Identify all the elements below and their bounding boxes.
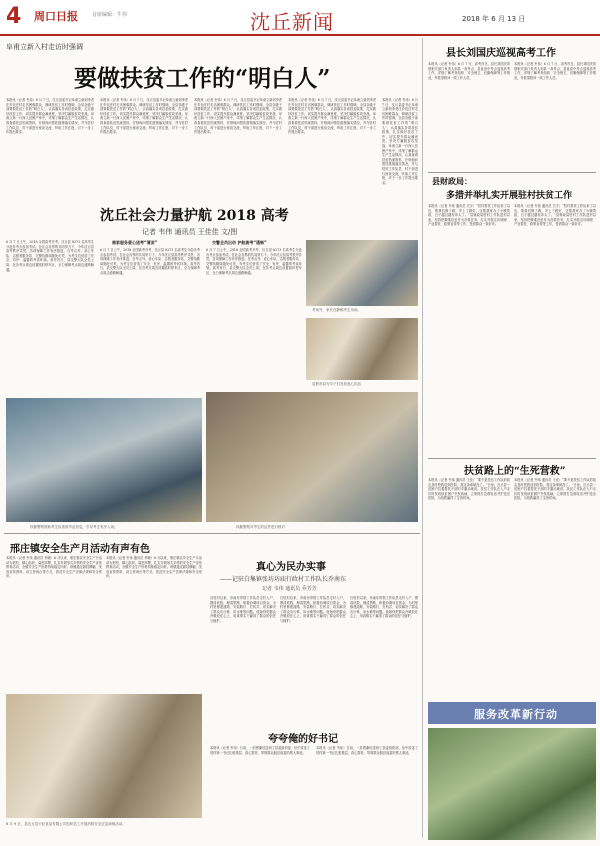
safety-headline: 邢庄镇安全生产月活动有声有色	[10, 544, 150, 555]
photo-police-checking	[6, 398, 202, 522]
lead-kicker: 阜甫立新入村走访时强调	[6, 43, 83, 51]
lead-headline: 要做扶贫工作的“明白人”	[74, 65, 331, 92]
official-body-col3: 自驻村以来，乔南东带领工作队员走村入户，摸清底数，理清思路，积极协调项目资金，为村里修建道路、安装路灯、打机井，切实解决了群众出行难、用水难等问题。他始终把群众冷暖放在心上，用真情实干赢得了群众的信任与拥护。	[350, 596, 418, 619]
service-reform-banner	[428, 702, 596, 724]
secretary-headline: 夸夸俺的好书记	[268, 734, 338, 745]
official-subtitle: ——记驻白集镇张坊坊庙行政村工作队长乔南东	[220, 576, 347, 583]
right-divider-2	[428, 458, 596, 459]
banner-title: 服务改革新行动	[474, 708, 558, 721]
lead-body-col3: 本报讯（记者 韦伟）6 月 7 日，沈丘县委书记阜甫立新到李老庄乡包庄村走访困难群众，调研扶贫工作时强调，全县各级干部要做扶贫工作的“明白人”，认真落实各项扶贫政策，扎实做好扶贫工作，切实提升群众满意度，坚决打赢脱贫攻坚战。阜甫立新一行深入贫困户家中，详细了解群众生产生活情况，认真查看扶贫档案资料，仔细询问帮扶措施落实情况，并与驻村工作队员、村干部进行座谈交流，听取工作汇报，对下一步工作提出要求。	[194, 98, 282, 135]
photo-parents-waiting	[306, 240, 418, 306]
right-divider-1	[428, 172, 596, 173]
feature-headline: 沈丘社会力量护航 2018 高考	[100, 208, 289, 224]
lead-body-col4: 本报讯（记者 韦伟）6 月 7 日，沈丘县委书记阜甫立新到李老庄乡包庄村走访困难群众，调研扶贫工作时强调，全县各级干部要做扶贫工作的“明白人”，认真落实各项扶贫政策，扎实做好扶贫工作，切实提升群众满意度，坚决打赢脱贫攻坚战。阜甫立新一行深入贫困户家中，详细了解群众生产生活情况，认真查看扶贫档案资料，仔细询问帮扶措施落实情况，并与驻村工作队员、村干部进行座谈交流，听取工作汇报，对下一步工作提出要求。	[288, 98, 376, 135]
photo-field	[428, 728, 596, 840]
finance-kicker: 县财政局：	[432, 176, 472, 186]
finance-body-col1: 本报讯（记者 韦伟 通讯员 关宇）“驻村帮扶工作队来了以后，帮我们修了路，安上了路灯，还帮我家办了小额贷款，日子越过越有奔头了。”县财政局驻村工作队进村以来，坚持把精准扶贫作为首要任务，扎实开展走访调研、产业帮扶、政策宣传等工作，受到群众一致好评。	[428, 204, 510, 227]
rescue-body-col2: 本报讯（记者 韦伟 通讯员 王佳）“要不是扶贫工作队的同志及时把我送到医院，我这条命就没了。”日前，沈丘县一贫困户拉着帮扶干部的手激动地说。扶贫工作队在入户走访时发现该贫困户突发疾病，立即拨打急救电话并护送至医院，为抢救赢得了宝贵时间。	[514, 478, 596, 501]
feature-body-col1: 6 月 7 日上午，2018 全国高考开考，沈丘县 8273 名高考生分赴各考点参加考试。在社会各界的共同努力下，今年沈丘县高考秩序井然，各项保障工作有序推进。在考点外，爱心车队、志愿者服务站、交警执勤岗随处可见，为考生们营造了安全、有序、温馨的考试环境。高考首日，县交警大队全员上岗，在各考点周边设置临时停车区，全力保障考点周边道路畅通。	[6, 240, 94, 272]
paper-logo: 周口日报	[34, 10, 78, 23]
county-head-body-col1: 本报讯（记者 韦伟）6 月 7 日，高考首日，县长刘国庆带领相关部门负责人到县一高考点、县直高中考点巡视高考工作，详细了解考务组织、安全保卫、后勤保障等工作情况，并看望慰问一线工作人员。	[428, 62, 510, 80]
column-divider	[422, 38, 423, 838]
caption-police-checking: 执勤警察帮助考生检查准考证信息，引导考生有序入场。	[30, 525, 118, 529]
county-head-headline: 县长刘国庆巡视高考工作	[446, 48, 556, 59]
lead-body-col2: 本报讯（记者 韦伟）6 月 7 日，沈丘县委书记阜甫立新到李老庄乡包庄村走访困难群众，调研扶贫工作时强调，全县各级干部要做扶贫工作的“明白人”，认真落实各项扶贫政策，扎实做好扶贫工作，切实提升群众满意度，坚决打赢脱贫攻坚战。阜甫立新一行深入贫困户家中，详细了解群众生产生活情况，认真查看扶贫档案资料，仔细询问帮扶措施落实情况，并与驻村工作队员、村干部进行座谈交流，听取工作汇报，对下一步工作提出要求。	[100, 98, 188, 135]
issue-date: 2018 年 6 月 13 日	[462, 15, 526, 23]
rescue-body-col1: 本报讯（记者 韦伟 通讯员 王佳）“要不是扶贫工作队的同志及时把我送到医院，我这条命就没了。”日前，沈丘县一贫困户拉着帮扶干部的手激动地说。扶贫工作队在入户走访时发现该贫困户突发疾病，立即拨打急救电话并护送至医院，为抢救赢得了宝贵时间。	[428, 478, 510, 501]
lead-body-col1: 本报讯（记者 韦伟）6 月 7 日，沈丘县委书记阜甫立新到李老庄乡包庄村走访困难群众，调研扶贫工作时强调，全县各级干部要做扶贫工作的“明白人”，认真落实各项扶贫政策，扎实做好扶贫工作，切实提升群众满意度，坚决打赢脱贫攻坚战。阜甫立新一行深入贫困户家中，详细了解群众生产生活情况，认真查看扶贫档案资料，仔细询问帮扶措施落实情况，并与驻村工作队员、村干部进行座谈交流，听取工作汇报，对下一步工作提出要求。	[6, 98, 94, 135]
photo-safety-drill	[6, 694, 202, 818]
lead-body-col5: 本报讯（记者 韦伟）6 月 7 日，沈丘县委书记阜甫立新到李老庄乡包庄村走访困难群众，调研扶贫工作时强调，全县各级干部要做扶贫工作的“明白人”，认真落实各项扶贫政策，扎实做好扶贫工作，切实提升群众满意度，坚决打赢脱贫攻坚战。阜甫立新一行深入贫困户家中，详细了解群众生产生活情况，认真查看扶贫档案资料，仔细询问帮扶措施落实情况，并与驻村工作队员、村干部进行座谈交流，听取工作汇报，对下一步工作提出要求。	[382, 98, 418, 185]
finance-headline: 多措并举扎实开展驻村扶贫工作	[446, 191, 573, 201]
feature-byline: 记者 韦伟 通讯员 王佳佳 文/图	[142, 228, 238, 236]
safety-body-col2: 本报讯（记者 韦伟 通讯员 李晓）6 月以来，邢庄镇以安全生产月活动为契机，精心组织，周密部署，扎实开展形式多样的安全生产宣传教育活动，全镇安全生产形势持续稳定向好。该镇通过悬挂横幅、发放宣传资料、设立咨询台等方式，普及安全生产法律法规和安全常识。	[106, 556, 202, 579]
feature-body-col2: 6 月 7 日上午，2018 全国高考开考，沈丘县 8273 名高考生分赴各考点参加考试。在社会各界的共同努力下，今年沈丘县高考秩序井然，各项保障工作有序推进。在考点外，爱心车队、志愿者服务站、交警执勤岗随处可见，为考生们营造了安全、有序、温馨的考试环境。高考首日，县交警大队全员上岗，在各考点周边设置临时停车区，全力保障考点周边道路畅通。	[100, 248, 200, 275]
caption-documents: 执勤警察对考生的证件进行核对	[236, 525, 285, 529]
safety-body-col1: 本报讯（记者 韦伟 通讯员 李晓）6 月以来，邢庄镇以安全生产月活动为契机，精心组织，周密部署，扎实开展形式多样的安全生产宣传教育活动，全镇安全生产形势持续稳定向好。该镇通过悬挂横幅、发放宣传资料、设立咨询台等方式，普及安全生产法律法规和安全常识。	[6, 556, 102, 579]
caption-drinks: 县教育局为学子们发放爱心饮品	[312, 382, 361, 386]
caption-parents: 考场外，家长在静候考生出场。	[312, 308, 361, 312]
official-body-col2: 自驻村以来，乔南东带领工作队员走村入户，摸清底数，理清思路，积极协调项目资金，为村里修建道路、安装路灯、打机井，切实解决了群众出行难、用水难等问题。他始终把群众冷暖放在心上，用真情实干赢得了群众的信任与拥护。	[280, 596, 346, 623]
feature-sub1: 商家服务爱心送考“清凉”	[112, 240, 158, 245]
photo-drinks	[306, 318, 418, 380]
photo-police-documents	[206, 392, 418, 522]
official-byline: 记者 韦伟 通讯员 乔芳芳	[262, 586, 317, 592]
official-headline: 真心为民办实事	[256, 562, 326, 573]
section-divider	[4, 533, 420, 534]
feature-body-col3: 6 月 7 日上午，2018 全国高考开考，沈丘县 8273 名高考生分赴各考点参加考试。在社会各界的共同努力下，今年沈丘县高考秩序井然，各项保障工作有序推进。在考点外，爱心车队、志愿者服务站、交警执勤岗随处可见，为考生们营造了安全、有序、温馨的考试环境。高考首日，县交警大队全员上岗，在各考点周边设置临时停车区，全力保障考点周边道路畅通。	[206, 248, 302, 275]
page-number: 4	[6, 4, 22, 29]
edition-info: 首席编辑：牛伟	[92, 12, 128, 18]
county-head-body-col2: 本报讯（记者 韦伟）6 月 7 日，高考首日，县长刘国庆带领相关部门负责人到县一高考点、县直高中考点巡视高考工作，详细了解考务组织、安全保卫、后勤保障等工作情况，并看望慰问一线工作人员。	[514, 62, 596, 80]
secretary-body-col2: 本报讯（记者 韦伟）日前，一封感谢信送到了县委组织部，信中讲述了驻村第一书记扎根基层、真心帮扶、带领群众脱贫致富的感人事迹。	[316, 746, 418, 755]
caption-safety: 6 月 9 日，县沈丘县天旺食品有限公司组织员工开展消防安全应急演练活动。	[6, 822, 126, 826]
feature-sub2: 交警全员出动 护航高考“通畅”	[212, 240, 267, 245]
official-body-col1: 自驻村以来，乔南东带领工作队员走村入户，摸清底数，理清思路，积极协调项目资金，为村里修建道路、安装路灯、打机井，切实解决了群众出行难、用水难等问题。他始终把群众冷暖放在心上，用真情实干赢得了群众的信任与拥护。	[210, 596, 276, 623]
secretary-body-col1: 本报讯（记者 韦伟）日前，一封感谢信送到了县委组织部，信中讲述了驻村第一书记扎根基层、真心帮扶、带领群众脱贫致富的感人事迹。	[210, 746, 310, 755]
finance-body-col2: 本报讯（记者 韦伟 通讯员 关宇）“驻村帮扶工作队来了以后，帮我们修了路，安上了路灯，还帮我家办了小额贷款，日子越过越有奔头了。”县财政局驻村工作队进村以来，坚持把精准扶贫作为首要任务，扎实开展走访调研、产业帮扶、政策宣传等工作，受到群众一致好评。	[514, 204, 596, 227]
section-title: 沈丘新闻	[250, 10, 334, 34]
rescue-headline: 扶贫路上的“生死营救”	[464, 466, 566, 477]
masthead	[0, 0, 600, 36]
